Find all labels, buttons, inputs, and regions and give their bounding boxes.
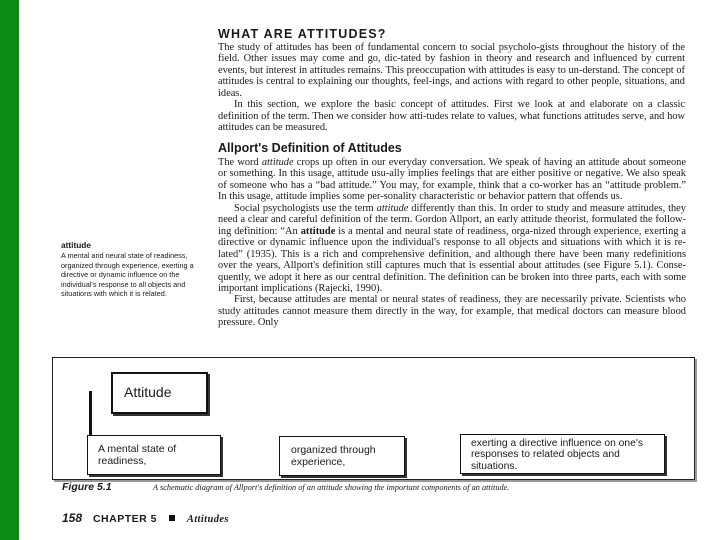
page-footer bbox=[62, 511, 229, 525]
paragraph-word-attitude: The word attitude crops up often in our everyday conversation. We speak of having an attitude about someone or something. In this usage, attitude usu-ally implies feelings that are either positive or negative. We also speak of someone who has a “bad attitude.” You may, for example, think that a co-worker has an “attitude problem.” In this usage, attitude implies some per-sonality characteristic or behavior pattern that offends us. bbox=[218, 157, 686, 203]
component-label: exerting a directive influence on one's responses to related objects and situations. bbox=[471, 438, 643, 472]
component-label: organized through experience, bbox=[291, 444, 376, 468]
attitude-title-box bbox=[111, 372, 208, 414]
component-box-experience bbox=[279, 436, 405, 476]
component-box-directive-influence bbox=[460, 434, 665, 474]
paragraph-allport-definition: Social psychologists use the term attitude differently than this. In order to study and measure attitudes, they need a clear and careful definition of the term. Gordon Allport, an early attitude theorist, formulated the follow-ing definition: “An attitude is a mental and neural state of readiness, orga-nized through experience, exerting a directive or dynamic influence upon the individual's response to all objects and situations with which it is re-lated” (1935). This is a rich and comprehensive definition, and although there have been many redefinitions over the years, Allport's definition still captures much that is essential about attitudes (see Figure 5.1). Conse-quently, we adopt it here as our central definition. The definition can be broken into three parts, each with some important implications (Rajecki, 1990). bbox=[218, 202, 687, 294]
page-number: 158 bbox=[62, 511, 83, 525]
section-paragraph: In this section, we explore the basic concept of attitudes. First we look at and elaborate on a classic definition of the term. Then we consider how atti-tudes relate to values, what functions attitudes serve, and how attitudes can be measured. bbox=[218, 99, 685, 134]
attitude-title-label: Attitude bbox=[124, 384, 172, 400]
margin-glossary-term: attitude bbox=[61, 240, 91, 250]
figure-caption-label: Figure 5.1 bbox=[62, 481, 112, 493]
square-bullet-icon bbox=[169, 515, 175, 521]
body-text-block bbox=[218, 157, 686, 329]
chapter-title: Attitudes bbox=[186, 514, 229, 525]
section-heading: WHAT ARE ATTITUDES? bbox=[218, 27, 387, 41]
component-label: A mental state of readiness, bbox=[98, 443, 177, 467]
figure-diagram bbox=[52, 357, 695, 480]
figure-caption-text: A schematic diagram of Allport's definition of an attitude showing the important components of an attitude. bbox=[153, 483, 510, 492]
paragraph-private-states: First, because attitudes are mental or neural states of readiness, they are necessarily private. Scientists who study attitudes cannot measure them directly in the way, for example, that medical doctors can measure blood pressure. Only bbox=[218, 294, 686, 329]
subheading: Allport's Definition of Attitudes bbox=[218, 141, 402, 155]
intro-paragraph: The study of attitudes has been of fundamental concern to social psycholo-gists throughout the history of the field. Other issues may come and go, dic-tated by fashion in theory and research and influenced by current events, but interest in attitudes remains. This preoccupation with attitudes is easy to un-derstand. The concept of attitudes is central to explaining our thoughts, feel-ings, and actions with regard to other people, situations, and ideas. bbox=[218, 42, 685, 99]
left-accent-bar bbox=[0, 0, 19, 540]
component-box-mental-state bbox=[87, 435, 221, 475]
intro-text-block bbox=[218, 42, 685, 134]
chapter-label: CHAPTER 5 bbox=[92, 513, 157, 525]
margin-glossary-definition: A mental and neural state of readiness, organized through experience, exerting a directive or dynamic influence on the individual's response to all objects and situations with which it is related. bbox=[61, 251, 194, 299]
connector-line bbox=[89, 391, 92, 435]
